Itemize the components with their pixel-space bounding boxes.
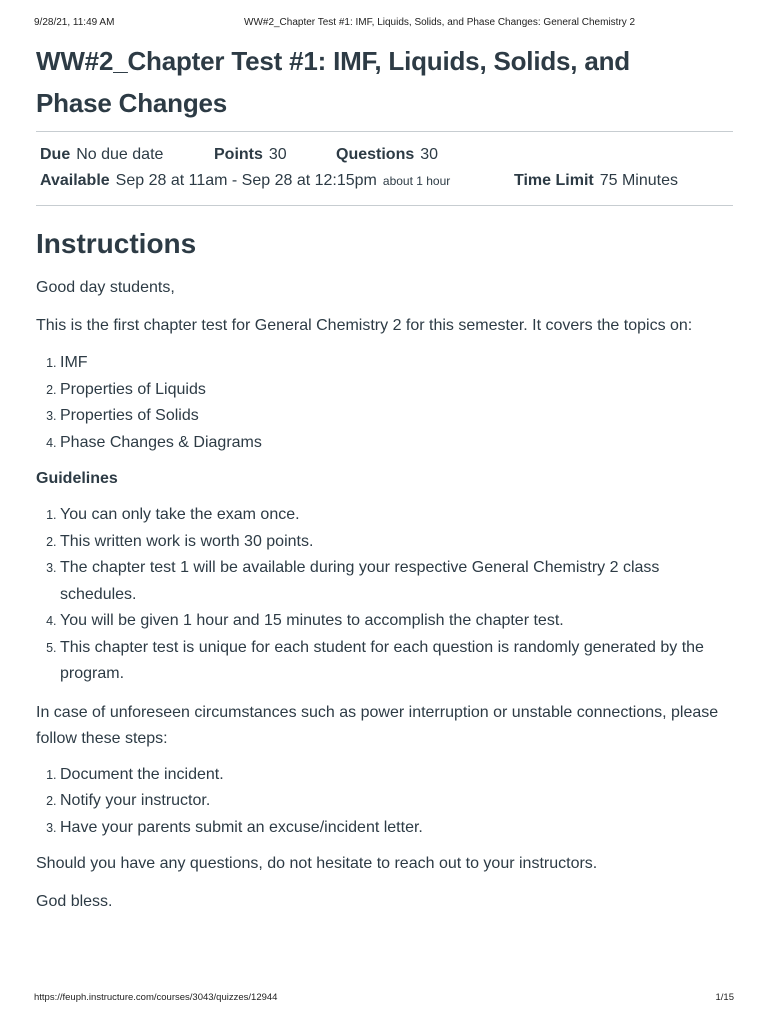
unforeseen-text: In case of unforeseen circumstances such as power interruption or unstable connections, please follow these steps: [36, 703, 719, 747]
points-label: Points [214, 146, 263, 163]
print-datetime: 9/28/21, 11:49 AM [34, 17, 115, 28]
time-limit-detail [514, 168, 678, 194]
details-row-1 [40, 142, 733, 168]
points-detail [214, 142, 336, 168]
available-value: Sep 28 at 11am - Sep 28 at 12:15pm [115, 172, 377, 189]
print-url: https://feuph.instructure.com/courses/3043/quizzes/12944 [34, 992, 278, 1003]
details-row-2 [40, 168, 733, 194]
questions-label: Questions [336, 146, 415, 163]
list-item: 2. This written work is worth 30 points. [60, 529, 733, 556]
print-footer [34, 992, 734, 1006]
questions-note: Should you have any questions, do not hesitate to reach out to your instructors. [36, 855, 598, 872]
intro-text: This is the first chapter test for General Chemistry 2 for this semester. It covers the topics on: [36, 317, 693, 334]
time-limit-label: Time Limit [514, 172, 594, 189]
steps-list [36, 762, 733, 842]
questions-detail [336, 142, 438, 168]
guidelines-heading: Guidelines [36, 470, 118, 487]
quiz-details [36, 131, 733, 206]
available-detail [40, 168, 514, 194]
quiz-title-line-1: WW#2_Chapter Test #1: IMF, Liquids, Solids, and [36, 46, 630, 76]
questions-value: 30 [420, 146, 439, 163]
list-item: 3. Have your parents submit an excuse/incident letter. [60, 815, 733, 842]
guidelines-list [36, 502, 733, 688]
points-value: 30 [268, 146, 287, 163]
print-document-title: WW#2_Chapter Test #1: IMF, Liquids, Solids, and Phase Changes: General Chemistry 2 [244, 17, 636, 28]
quiz-content [36, 40, 733, 915]
list-item: 2. Properties of Liquids [60, 377, 733, 404]
page-number: 1/15 [715, 992, 734, 1003]
due-label: Due [40, 146, 71, 163]
list-item: 3. The chapter test 1 will be available during your respective General Chemistry 2 class schedules. [60, 555, 733, 608]
quiz-title-line-2: Phase Changes [36, 88, 228, 118]
quiz-title [36, 40, 733, 124]
list-item: 5. This chapter test is unique for each student for each question is randomly generated by the program. [60, 635, 733, 688]
list-item: 1. You can only take the exam once. [60, 502, 733, 529]
available-duration: about 1 hour [382, 174, 451, 188]
list-item: 4. You will be given 1 hour and 15 minutes to accomplish the chapter test. [60, 608, 733, 635]
list-item: 1. Document the incident. [60, 762, 733, 789]
available-label: Available [40, 172, 110, 189]
topics-list [36, 350, 733, 456]
due-value: No due date [76, 146, 164, 163]
print-header [34, 17, 734, 31]
instructions-heading: Instructions [36, 228, 197, 259]
closing-text: God bless. [36, 893, 113, 910]
due-detail [40, 142, 214, 168]
greeting-text: Good day students, [36, 279, 175, 296]
list-item: 4. Phase Changes & Diagrams [60, 430, 733, 457]
time-limit-value: 75 Minutes [599, 172, 678, 189]
list-item: 2. Notify your instructor. [60, 788, 733, 815]
list-item: 1. IMF [60, 350, 733, 377]
list-item: 3. Properties of Solids [60, 403, 733, 430]
